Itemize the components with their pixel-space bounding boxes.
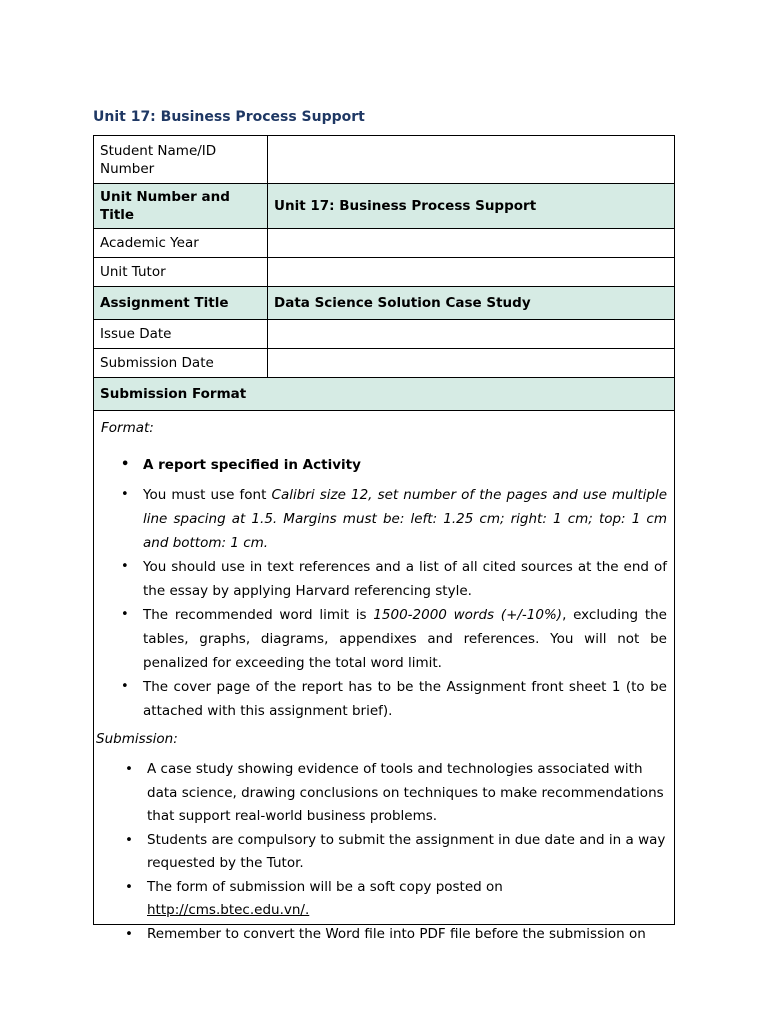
format-item-text: You should use in text references and a list of all cited sources at the end of the essay by applying Harvard referencing style. (143, 559, 667, 599)
bullet-icon: • (121, 607, 129, 622)
unit-tutor-value (268, 258, 675, 287)
table-row (94, 378, 675, 411)
bullet-icon: • (125, 925, 133, 942)
cms-link[interactable]: http://cms.btec.edu.vn/. (147, 902, 310, 918)
unit-number-value: Unit 17: Business Process Support (268, 184, 675, 229)
bullet-icon: • (121, 559, 129, 574)
table-row (94, 287, 675, 320)
unit-tutor-label: Unit Tutor (94, 258, 268, 287)
format-label: Format: (101, 420, 154, 436)
bullet-icon: • (125, 831, 133, 848)
table-row (94, 349, 675, 378)
assignment-title-value: Data Science Solution Case Study (268, 287, 675, 320)
table-row (94, 184, 675, 229)
unit-number-label: Unit Number and Title (94, 184, 268, 229)
list-item (125, 758, 667, 829)
table-row (94, 320, 675, 349)
table-row (94, 229, 675, 258)
bullet-icon: • (125, 761, 133, 777)
format-item-text: A report specified in Activity (143, 457, 361, 473)
academic-year-label: Academic Year (94, 229, 268, 258)
list-item (121, 453, 667, 477)
table-row (94, 411, 675, 925)
issue-date-label: Issue Date (94, 320, 268, 349)
submission-format-title: Submission Format (94, 378, 675, 411)
unit-heading: Unit 17: Business Process Support (93, 109, 365, 125)
submission-date-value (268, 349, 675, 378)
list-item (125, 876, 667, 923)
issue-date-value (268, 320, 675, 349)
assignment-brief-table (93, 135, 675, 942)
bullet-icon: • (121, 679, 129, 694)
format-item-text: You must use font (143, 487, 272, 503)
format-list (121, 453, 667, 723)
list-item (121, 483, 667, 555)
submission-format-content (94, 411, 675, 942)
bullet-icon: • (125, 878, 133, 895)
format-item-text: The recommended word limit is (143, 607, 374, 623)
list-item (125, 829, 667, 876)
submission-date-label: Submission Date (94, 349, 268, 378)
submission-item-text: Students are compulsory to submit the assignment in due date and in a way requested by the Tutor. (147, 831, 666, 871)
submission-item-text: A case study showing evidence of tools and technologies associated with data science, drawing conclusions on techniques to make recommendations that support real-world business problems. (147, 761, 664, 824)
bullet-icon: • (121, 457, 130, 472)
submission-item-text: Remember to convert the Word file into PDF file before the submission on (147, 925, 646, 942)
table-row (94, 136, 675, 184)
table-row (94, 258, 675, 287)
list-item (121, 675, 667, 723)
format-item-italic: Calibri size 12, set number of the pages and use multiple line spacing at 1.5. Margins must be: left: 1.25 cm; right: 1 cm; top: 1 cm and bottom: 1 cm. (143, 487, 667, 551)
format-item-text: , excluding the tables, graphs, diagrams, appendixes and references. You will not be penalized for exceeding the total word limit. (143, 607, 667, 671)
list-item (121, 555, 667, 603)
submission-item-text: The form of submission will be a soft copy posted on (147, 878, 503, 895)
bullet-icon: • (121, 487, 129, 502)
academic-year-value (268, 229, 675, 258)
submission-list (125, 758, 667, 946)
format-item-text: The cover page of the report has to be the Assignment front sheet 1 (to be attached with this assignment brief). (143, 679, 667, 719)
format-item-italic: 1500-2000 words (+/-10%) (373, 607, 563, 623)
student-name-label: Student Name/ID Number (94, 136, 268, 184)
submission-label: Submission: (96, 731, 178, 747)
assignment-title-label: Assignment Title (94, 287, 268, 320)
list-item (121, 603, 667, 675)
list-item (125, 923, 667, 947)
student-name-value (268, 136, 675, 184)
